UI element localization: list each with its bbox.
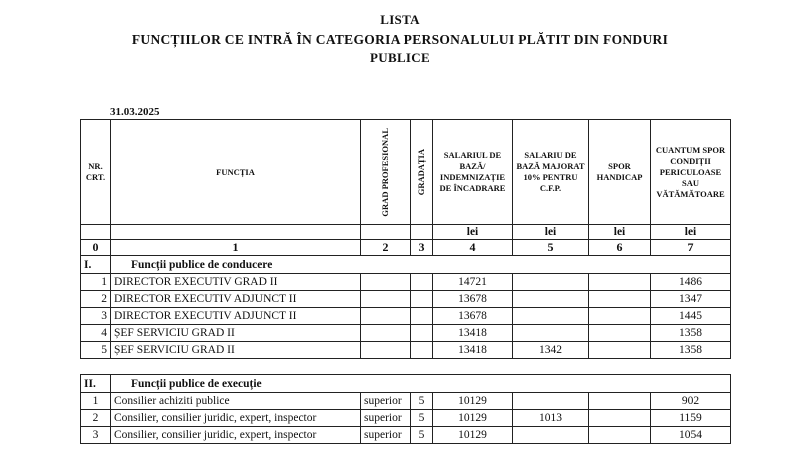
row-grad: superior — [361, 410, 411, 427]
row-majorat — [513, 393, 589, 410]
section-title: Funcții publice de conducere — [111, 256, 731, 274]
row-number: 5 — [81, 342, 111, 359]
colnum: 6 — [589, 240, 651, 256]
row-number: 3 — [81, 427, 111, 444]
row-functia: ȘEF SERVICIU GRAD II — [111, 342, 361, 359]
section-number: II. — [81, 375, 111, 393]
row-salariu: 13678 — [433, 291, 513, 308]
colnum: 3 — [411, 240, 433, 256]
spacer-row — [81, 359, 731, 375]
row-functia: Consilier, consilier juridic, expert, inspector — [111, 410, 361, 427]
row-gradatia — [411, 325, 433, 342]
header-grad-label: GRAD PROFESIONAL — [380, 127, 390, 217]
row-majorat — [513, 308, 589, 325]
row-salariu: 14721 — [433, 274, 513, 291]
unit-c6: lei — [589, 225, 651, 240]
row-functia: Consilier, consilier juridic, expert, inspector — [111, 427, 361, 444]
row-number: 3 — [81, 308, 111, 325]
unit-c4: lei — [433, 225, 513, 240]
row-number: 4 — [81, 325, 111, 342]
row-cuantum: 1358 — [651, 342, 731, 359]
doc-title-line2: FUNCȚIILOR CE INTRĂ ÎN CATEGORIA PERSONALULUI PLĂTIT DIN FONDURI — [131, 32, 669, 47]
colnum: 5 — [513, 240, 589, 256]
row-majorat — [513, 325, 589, 342]
header-functia: FUNCȚIA — [111, 120, 361, 225]
table-row — [81, 308, 731, 325]
row-majorat: 1013 — [513, 410, 589, 427]
doc-title-line1: LISTA — [380, 12, 420, 27]
row-grad: superior — [361, 393, 411, 410]
row-spor — [589, 325, 651, 342]
section-number: I. — [81, 256, 111, 274]
row-spor — [589, 410, 651, 427]
row-grad — [361, 325, 411, 342]
row-grad — [361, 274, 411, 291]
row-spor — [589, 342, 651, 359]
row-salariu: 10129 — [433, 393, 513, 410]
row-cuantum: 1347 — [651, 291, 731, 308]
unit-c5: lei — [513, 225, 589, 240]
row-gradatia — [411, 308, 433, 325]
row-grad — [361, 342, 411, 359]
row-salariu: 13418 — [433, 325, 513, 342]
header-salariu: SALARIUL DE BAZĂ/ INDEMNIZAȚIE DE ÎNCADRARE — [433, 120, 513, 225]
row-functia: DIRECTOR EXECUTIV ADJUNCT II — [111, 308, 361, 325]
row-functia: ȘEF SERVICIU GRAD II — [111, 325, 361, 342]
row-salariu: 13678 — [433, 308, 513, 325]
row-cuantum: 1054 — [651, 427, 731, 444]
row-spor — [589, 291, 651, 308]
row-functia: DIRECTOR EXECUTIV GRAD II — [111, 274, 361, 291]
unit-c7: lei — [651, 225, 731, 240]
doc-date: 31.03.2025 — [110, 106, 160, 118]
header-majorat: SALARIU DE BAZĂ MAJORAT 10% PENTRU C.F.P. — [513, 120, 589, 225]
header-gradatia-label: GRADAȚIA — [416, 148, 426, 196]
row-cuantum: 1486 — [651, 274, 731, 291]
table-row — [81, 410, 731, 427]
row-functia: Consilier achiziti publice — [111, 393, 361, 410]
row-salariu: 10129 — [433, 427, 513, 444]
header-row — [81, 120, 731, 225]
functions-table — [80, 119, 731, 444]
table-row — [81, 393, 731, 410]
row-gradatia: 5 — [411, 393, 433, 410]
row-number: 1 — [81, 393, 111, 410]
row-gradatia — [411, 342, 433, 359]
row-gradatia — [411, 274, 433, 291]
row-gradatia: 5 — [411, 427, 433, 444]
row-gradatia — [411, 291, 433, 308]
header-nr: NR. CRT. — [81, 120, 111, 225]
table-row — [81, 342, 731, 359]
header-gradatia — [411, 120, 433, 225]
row-majorat — [513, 427, 589, 444]
table-row — [81, 291, 731, 308]
colnum: 1 — [111, 240, 361, 256]
row-number: 1 — [81, 274, 111, 291]
table-row — [81, 325, 731, 342]
section-title: Funcții publice de execuție — [111, 375, 731, 393]
header-cuantum: CUANTUM SPOR CONDIȚII PERICULOASE SAU VĂTĂMĂTOARE — [651, 120, 731, 225]
colnum: 4 — [433, 240, 513, 256]
row-cuantum: 1445 — [651, 308, 731, 325]
colnum: 2 — [361, 240, 411, 256]
row-majorat: 1342 — [513, 342, 589, 359]
row-salariu: 10129 — [433, 410, 513, 427]
row-salariu: 13418 — [433, 342, 513, 359]
doc-title-line3: PUBLICE — [370, 50, 430, 65]
row-cuantum: 1358 — [651, 325, 731, 342]
header-spor: SPOR HANDICAP — [589, 120, 651, 225]
section-row-executie — [81, 375, 731, 393]
colnum: 0 — [81, 240, 111, 256]
row-majorat — [513, 291, 589, 308]
row-spor — [589, 308, 651, 325]
colnum: 7 — [651, 240, 731, 256]
row-majorat — [513, 274, 589, 291]
row-grad: superior — [361, 427, 411, 444]
row-gradatia: 5 — [411, 410, 433, 427]
units-row — [81, 225, 731, 240]
row-number: 2 — [81, 410, 111, 427]
table-row — [81, 427, 731, 444]
row-number: 2 — [81, 291, 111, 308]
row-functia: DIRECTOR EXECUTIV ADJUNCT II — [111, 291, 361, 308]
row-spor — [589, 393, 651, 410]
section-row-conducere — [81, 256, 731, 274]
row-grad — [361, 308, 411, 325]
table-row — [81, 274, 731, 291]
row-cuantum: 902 — [651, 393, 731, 410]
row-spor — [589, 274, 651, 291]
header-grad — [361, 120, 411, 225]
row-cuantum: 1159 — [651, 410, 731, 427]
row-spor — [589, 427, 651, 444]
row-grad — [361, 291, 411, 308]
column-number-row — [81, 240, 731, 256]
